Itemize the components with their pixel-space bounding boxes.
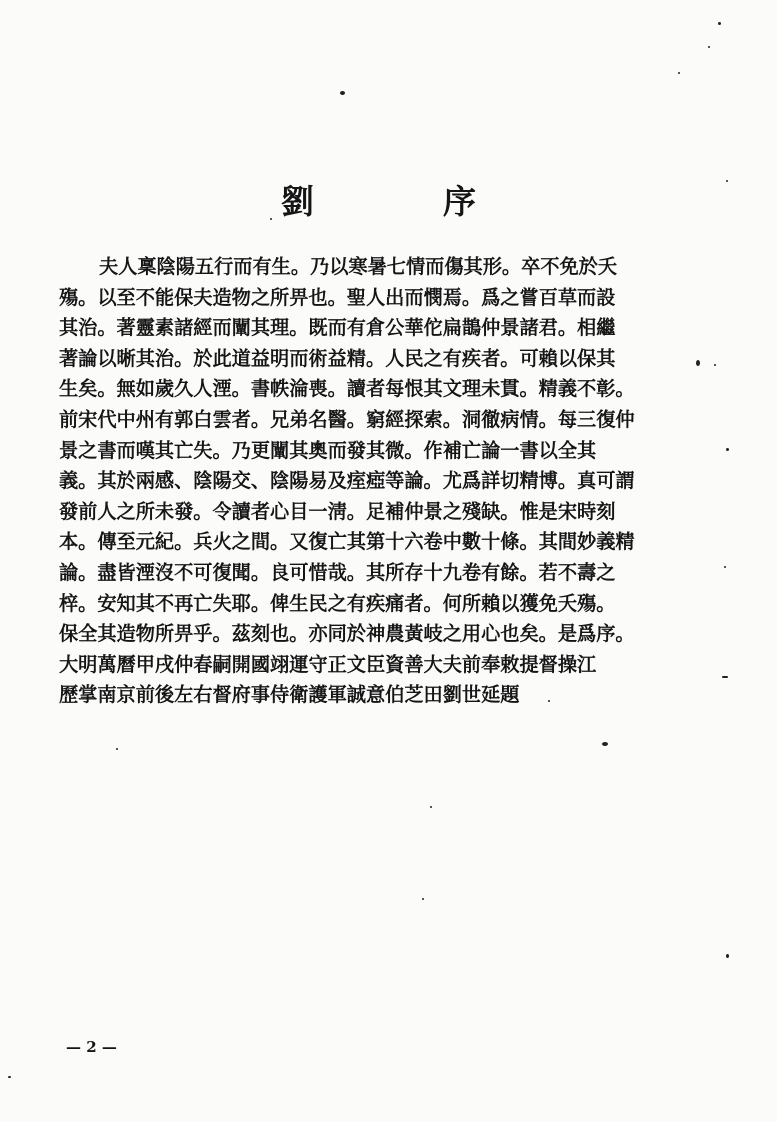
- text-line: 大明萬曆甲戌仲春嗣開國翊運守正文臣資善大夫前奉敕提督操江: [59, 652, 597, 676]
- text-line: 殤。以至不能保夫造物之所畀也。聖人出而憫焉。爲之嘗百草而設: [59, 285, 616, 309]
- preface-body: [59, 252, 659, 711]
- scan-speck: [548, 700, 550, 702]
- scan-speck: [714, 364, 716, 366]
- text-line: 義。其於兩感、陰陽交、陰陽易及痓瘂等論。尤爲詳切精博。真可謂: [59, 469, 635, 493]
- scan-speck: [340, 91, 345, 95]
- text-line: 其治。著靈素諸經而闡其理。既而有倉公華佗扁鵲仲景諸君。相繼: [59, 316, 616, 340]
- text-line: 論。盡皆湮沒不可復聞。良可惜哉。其所存十九卷有餘。若不壽之: [59, 560, 616, 584]
- scan-speck: [678, 72, 680, 74]
- scan-speck: [722, 676, 728, 678]
- scan-speck: [708, 46, 710, 48]
- page-number: — 2 —: [66, 1038, 117, 1056]
- text-line: 梓。安知其不再亡失耶。俾生民之有疾痛者。何所賴以獲免夭殤。: [59, 591, 616, 615]
- scan-speck: [602, 742, 608, 746]
- scan-speck: [422, 898, 424, 900]
- scan-speck: [696, 360, 700, 366]
- scan-speck: [726, 448, 729, 451]
- scan-speck: [726, 180, 728, 182]
- text-line: 歷掌南京前後左右督府事侍衛護軍誠意伯芝田劉世延題: [59, 683, 520, 707]
- text-line: 發前人之所未發。令讀者心目一淸。足補仲景之殘缺。惟是宋時刻: [59, 499, 616, 523]
- scan-speck: [430, 806, 432, 808]
- text-line: 保全其造物所畀乎。茲刻也。亦同於神農黃岐之用心也矣。是爲序。: [59, 622, 635, 646]
- scan-speck: [270, 218, 272, 220]
- scan-speck: [718, 22, 721, 25]
- text-line: 前宋代中州有郭白雲者。兄弟名醫。窮經探索。洞徹病情。每三復仲: [59, 407, 635, 431]
- scan-speck: [724, 566, 726, 568]
- text-line: 景之書而嘆其亡失。乃更闡其奧而發其微。作補亡論一書以全其: [59, 438, 597, 462]
- page-title: 劉 序: [281, 182, 524, 221]
- scan-speck: [116, 748, 118, 750]
- scan-speck: [726, 954, 729, 958]
- scan-speck: [8, 1076, 11, 1078]
- text-line: 夫人稟陰陽五行而有生。乃以寒暑七情而傷其形。卒不免於夭: [99, 255, 618, 278]
- text-line: 著論以晰其治。於此道益明而術益精。人民之有疾者。可賴以保其: [59, 346, 616, 370]
- text-line: 生矣。無如歲久人湮。書帙淪喪。讀者每恨其文理未貫。精義不彰。: [59, 377, 635, 401]
- text-line: 本。傳至元紀。兵火之間。又復亡其第十六卷中數十條。其間妙義精: [59, 530, 635, 554]
